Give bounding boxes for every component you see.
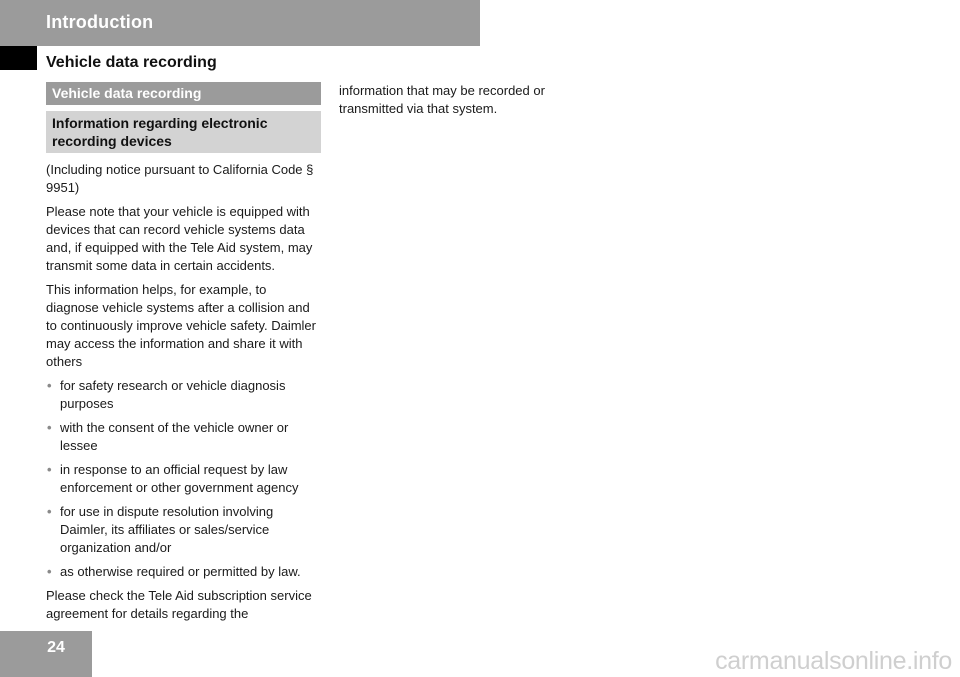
paragraph-continued: information that may be recorded or transmitted via that system.: [339, 83, 545, 116]
bullet-icon: •: [47, 504, 52, 519]
list-item: [46, 419, 321, 455]
section-marker: [0, 46, 37, 70]
list-item: [46, 503, 321, 557]
topic-heading: Information regarding electronic recording devices: [46, 111, 321, 153]
section-title: Vehicle data recording: [46, 54, 217, 71]
paragraph-3: Please check the Tele Aid subscription service agreement for details regarding the: [46, 588, 312, 621]
chapter-title: Introduction: [46, 12, 154, 32]
list-item-text: for use in dispute resolution involving Daimler, its affiliates or sales/service organization and/or: [60, 504, 274, 555]
list-item-text: for safety research or vehicle diagnosis purposes: [60, 378, 286, 411]
list-item: [46, 461, 321, 497]
notice-paragraph: (Including notice pursuant to California Code § 9951): [46, 162, 314, 195]
list-item-text: as otherwise required or permitted by law.: [60, 564, 301, 579]
bullet-icon: •: [47, 420, 52, 435]
list-item: [46, 377, 321, 413]
left-column: [46, 82, 321, 629]
list-item: [46, 563, 321, 581]
subsection-heading: Vehicle data recording: [46, 82, 321, 105]
list-item-text: with the consent of the vehicle owner or lessee: [60, 420, 289, 453]
paragraph-2: This information helps, for example, to diagnose vehicle systems after a collision and to continuously improve vehicle safety. Daimler may access the information and share it with others: [46, 282, 316, 369]
paragraph-1: Please note that your vehicle is equipped with devices that can record vehicle systems data and, if equipped with the Tele Aid system, may transmit some data in certain accidents.: [46, 204, 313, 273]
list-item-text: in response to an official request by law enforcement or other government agency: [60, 462, 299, 495]
header-bar: [0, 0, 480, 46]
page-number-box: [0, 631, 92, 677]
right-column: [339, 82, 579, 124]
watermark: carmanualsonline.info: [715, 647, 952, 675]
bullet-icon: •: [47, 564, 52, 579]
page-number: 24: [47, 639, 65, 656]
bullet-icon: •: [47, 462, 52, 477]
bullet-icon: •: [47, 378, 52, 393]
